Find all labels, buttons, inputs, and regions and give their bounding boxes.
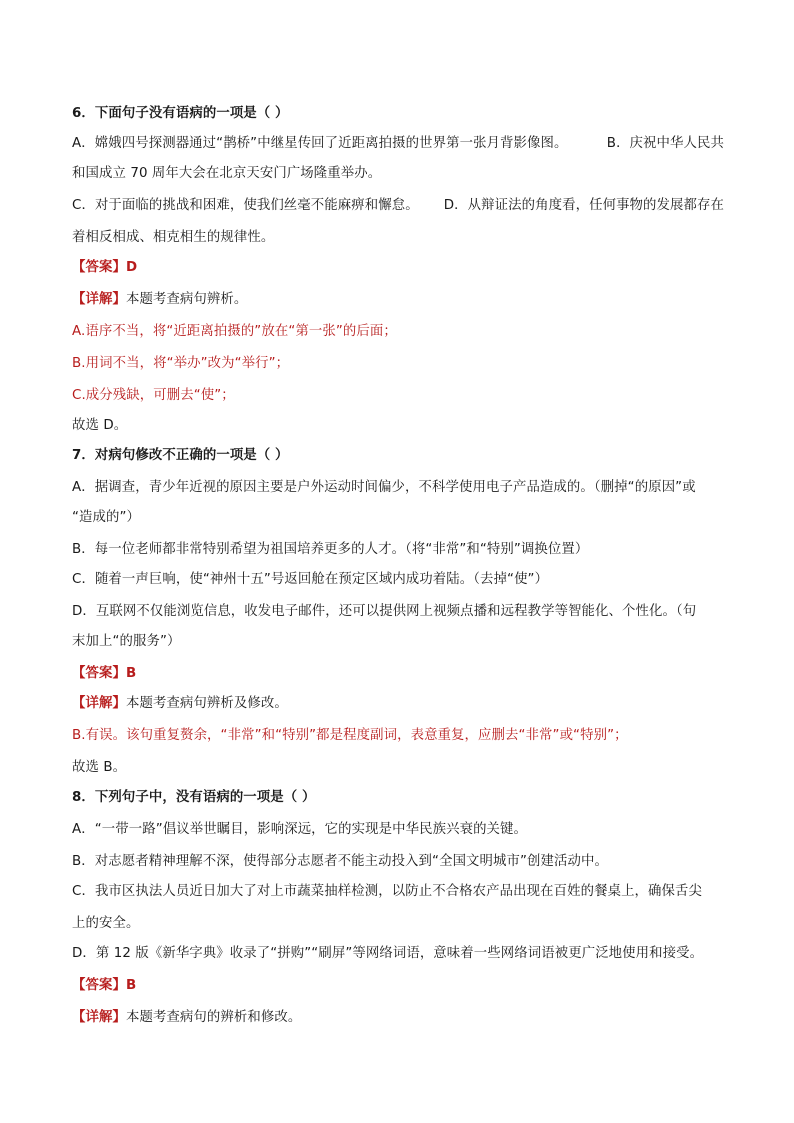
q6-option-b-part2: 和国成立 70 周年大会在北京天安门广场隆重举办。	[72, 166, 382, 181]
q8-stem: 8．下列句子中，没有语病的一项是（ ）	[72, 790, 316, 805]
q8-detail	[72, 1008, 301, 1028]
q7-conclusion: 故选 B。	[72, 760, 127, 775]
q6-stem: 6．下面句子没有语病的一项是（ ）	[72, 106, 289, 121]
answer-value: D	[125, 260, 138, 275]
q8-option-c-line2: 上的安全。	[72, 916, 140, 931]
q7-option-c: C．随着一声巨响，使“神州十五”号返回舱在预定区域内成功着陆。（去掉“使”）	[72, 572, 549, 587]
q7-option-a-line2: “造成的”）	[72, 510, 141, 525]
q7-option-b: B．每一位老师都非常特别希望为祖国培养更多的人才。（将“非常”和“特别”调换位置）	[72, 542, 589, 557]
detail-label: 【详解】	[72, 1010, 126, 1025]
q7-answer	[72, 664, 136, 684]
q6-answer	[72, 258, 137, 278]
q7-option-a-line1: A．据调查，青少年近视的原因主要是户外运动时间偏少，不科学使用电子产品造成的。（删掉“的原因”或	[72, 480, 696, 495]
q6-option-c: C．对于面临的挑战和困难，使我们丝毫不能麻痹和懈怠。	[72, 198, 419, 213]
q6-option-d-part1: D．从辩证法的角度看，任何事物的发展都存在	[443, 198, 724, 213]
q6-explain-b: B.用词不当，将“举办”改为“举行”；	[72, 356, 290, 371]
q8-option-a: A．“一带一路”倡议举世瞩目，影响深远，它的实现是中华民族兴衰的关键。	[72, 822, 528, 837]
q6-option-b-part1: B．庆祝中华人民共	[606, 136, 724, 151]
answer-value: B	[125, 978, 137, 993]
q6-explain-c: C.成分残缺，可删去“使”；	[72, 388, 235, 403]
answer-label: 【答案】	[72, 260, 126, 275]
q7-detail	[72, 694, 288, 714]
q6-option-row-a-b	[72, 134, 724, 154]
q7-stem: 7．对病句修改不正确的一项是（ ）	[72, 448, 289, 463]
q7-option-d-line1: D．互联网不仅能浏览信息，收发电子邮件，还可以提供网上视频点播和远程教学等智能化、个性化。（句	[72, 604, 697, 619]
q7-option-d-line2: 末加上“的服务”）	[72, 634, 181, 649]
detail-label: 【详解】	[72, 696, 126, 711]
detail-text: 本题考查病句辨析。	[125, 292, 248, 307]
q8-answer	[72, 976, 136, 996]
q6-option-a: A．嫦娥四号探测器通过“鹊桥”中继星传回了近距离拍摄的世界第一张月背影像图。	[72, 136, 568, 151]
detail-label: 【详解】	[72, 292, 126, 307]
q6-option-row-c-d	[72, 196, 724, 216]
q8-option-b: B．对志愿者精神理解不深，使得部分志愿者不能主动投入到“全国文明城市”创建活动中。	[72, 854, 609, 869]
answer-label: 【答案】	[72, 978, 126, 993]
answer-value: B	[125, 666, 137, 681]
answer-label: 【答案】	[72, 666, 126, 681]
detail-text: 本题考查病句辨析及修改。	[125, 696, 288, 711]
q6-detail	[72, 290, 247, 310]
q8-option-d: D．第 12 版《新华字典》收录了“拼购”“刷屏”等网络词语，意味着一些网络词语被更广泛地使用和接受。	[72, 946, 704, 961]
q6-explain-a: A.语序不当，将“近距离拍摄的”放在“第一张”的后面；	[72, 324, 397, 339]
q7-explain: B.有误。该句重复赘余，“非常”和“特别”都是程度副词，表意重复，应删去“非常”或“特别”；	[72, 728, 628, 743]
q8-option-c-line1: C．我市区执法人员近日加大了对上市蔬菜抽样检测，以防止不合格农产品出现在百姓的餐桌上，确保舌尖	[72, 884, 703, 899]
detail-text: 本题考查病句的辨析和修改。	[125, 1010, 302, 1025]
q6-conclusion: 故选 D。	[72, 418, 128, 433]
q6-option-d-part2: 着相反相成、相克相生的规律性。	[72, 230, 275, 245]
